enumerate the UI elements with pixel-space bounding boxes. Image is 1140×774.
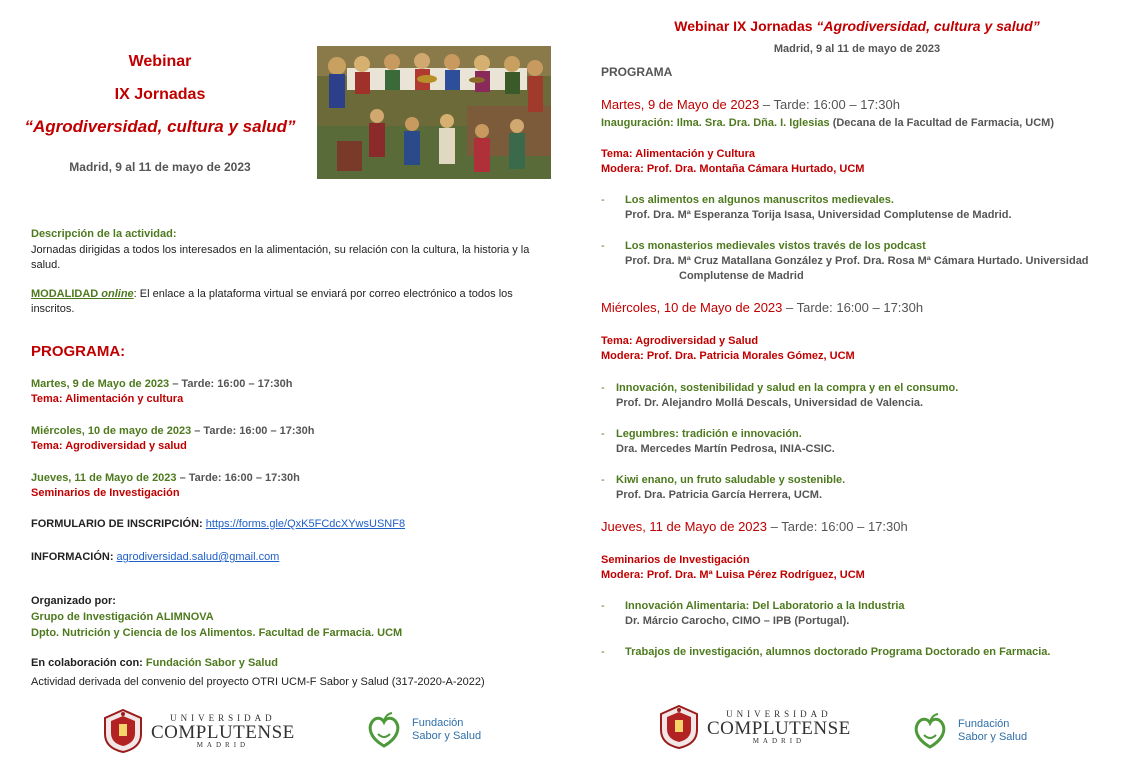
left-day-2-time: – Tarde: 16:00 – 17:30h — [191, 425, 315, 437]
fundacion-name-2: Sabor y Salud — [412, 730, 482, 742]
right-title-main: Webinar IX Jornadas — [674, 18, 817, 34]
right-day-2-item-2: - Legumbres: tradición e innovación. Dra. Mercedes Martín Pedrosa, INIA-CSIC. — [601, 427, 1121, 459]
organizer-department: Dpto. Nutrición y Ciencia de los Alimentos. Facultad de Farmacia. UCM — [31, 627, 403, 639]
registration-form-line — [31, 517, 551, 532]
right-day-2-item-3: - Kiwi enano, un fruto saludable y sostenible. Prof. Dra. Patricia García Herrera, UCM. — [601, 473, 1121, 505]
right-day-3-time: – Tarde: 16:00 – 17:30h — [767, 519, 908, 534]
item-title: Innovación, sostenibilidad y salud en la compra y en el consumo. — [616, 382, 959, 394]
modalidad-text: : El enlace a la plataforma virtual se enviará por correo electrónico a todos los inscritos. — [31, 288, 513, 315]
information-line — [31, 550, 551, 565]
organized-by-label: Organizado por: — [31, 595, 116, 607]
organizer-group: Grupo de Investigación ALIMNOVA — [31, 611, 214, 623]
item-speaker-cont: Complutense de Madrid — [679, 270, 804, 282]
ucm-crest-icon — [657, 704, 701, 750]
left-title-webinar: Webinar — [128, 53, 192, 70]
left-dates: Madrid, 9 al 11 de mayo de 2023 — [69, 160, 251, 174]
right-title — [601, 18, 1113, 34]
ucm-complutense-text: COMPLUTENSE — [707, 717, 851, 739]
ucm-complutense-text: COMPLUTENSE — [151, 721, 295, 743]
right-dates: Madrid, 9 al 11 de mayo de 2023 — [773, 43, 941, 55]
registration-form-label: FORMULARIO DE INSCRIPCIÓN: — [31, 518, 206, 530]
collaboration-label: En colaboración con: — [31, 657, 146, 669]
left-title-theme: “Agrodiversidad, cultura y salud” — [24, 117, 296, 136]
right-day-3-heading — [601, 519, 908, 534]
left-day-3-topic: Seminarios de Investigación — [31, 487, 180, 499]
right-day-1-time: – Tarde: 16:00 – 17:30h — [759, 97, 900, 112]
apple-heart-icon — [364, 710, 404, 750]
item-speaker: Prof. Dr. Alejandro Mollá Descals, Universidad de Valencia. — [616, 397, 924, 409]
derived-activity-note: Actividad derivada del convenio del proyecto OTRI UCM-F Sabor y Salud (317-2020-A-2022) — [31, 676, 485, 688]
right-day-1-item-2: - Los monasterios medievales vistos través de los podcast Prof. Dra. Mª Cruz Matallana González y Prof. Dra. Rosa Mª Cámara Hurtado. Universidad Complutense de Madrid — [601, 239, 1121, 287]
left-day-3-time: – Tarde: 16:00 – 17:30h — [176, 472, 300, 484]
collaboration-line — [31, 656, 551, 671]
information-email-link[interactable]: agrodiversidad.salud@gmail.com — [116, 551, 280, 563]
item-title: Kiwi enano, un fruto saludable y sostenible. — [616, 474, 846, 486]
item-speaker: Prof. Dra. Patricia García Herrera, UCM. — [616, 489, 823, 501]
fundacion-name-1: Fundación — [412, 717, 464, 729]
ucm-logo-right — [657, 704, 851, 750]
item-speaker: Dra. Mercedes Martín Pedrosa, INIA-CSIC. — [616, 443, 835, 455]
right-day-3-item-2: - Trabajos de investigación, alumnos doctorado Programa Doctorado en Farmacia. — [601, 645, 1121, 661]
collaboration-name: Fundación Sabor y Salud — [145, 657, 278, 669]
registration-form-link[interactable]: https://forms.gle/QxK5FCdcXYwsUSNF8 — [205, 518, 406, 530]
item-title: Trabajos de investigación, alumnos doctorado Programa Doctorado en Farmacia. — [625, 646, 1051, 658]
right-day-1-moderator: Modera: Prof. Dra. Montaña Cámara Hurtado, UCM — [601, 163, 865, 175]
activity-description-text: Jornadas dirigidas a todos los interesados en la alimentación, su relación con la cultura, la historia y la salud. — [31, 244, 530, 271]
item-title: Legumbres: tradición e innovación. — [616, 428, 802, 440]
right-day-1-date: Martes, 9 de Mayo de 2023 — [601, 97, 760, 112]
inauguration-rest: (Decana de la Facultad de Farmacia, UCM) — [829, 117, 1054, 129]
item-speaker: Dr. Márcio Carocho, CIMO – IPB (Portugal). — [625, 615, 850, 627]
modalidad-line — [31, 287, 551, 317]
right-day-3-moderator: Modera: Prof. Dra. Mª Luisa Pérez Rodríguez, UCM — [601, 569, 865, 581]
item-title: Los alimentos en algunos manuscritos medievales. — [625, 194, 894, 206]
right-day-2-item-1: - Innovación, sostenibilidad y salud en la compra y en el consumo. Prof. Dr. Alejandro Mollá Descals, Universidad de Valencia. — [601, 381, 1121, 413]
medieval-banquet-painting — [317, 46, 551, 179]
item-speaker: Prof. Dra. Mª Esperanza Torija Isasa, Universidad Complutense de Madrid. — [625, 209, 1012, 221]
left-day-2-date: Miércoles, 10 de mayo de 2023 — [31, 425, 192, 437]
right-day-3-date: Jueves, 11 de Mayo de 2023 — [601, 519, 767, 534]
modalidad-online: online — [101, 288, 134, 300]
right-day-2-time: – Tarde: 16:00 – 17:30h — [782, 300, 924, 315]
left-title-jornadas: IX Jornadas — [114, 86, 206, 103]
right-day-3-item-1: - Innovación Alimentaria: Del Laboratorio a la Industria Dr. Márcio Carocho, CIMO – IPB (Portugal). — [601, 599, 1121, 631]
left-programa-heading: PROGRAMA: — [31, 343, 126, 360]
modalidad-label: MODALIDAD — [31, 288, 102, 300]
activity-description-label: Descripción de la actividad: — [31, 228, 177, 240]
ucm-universidad-text: UNIVERSIDAD — [170, 712, 276, 723]
left-day-1 — [31, 377, 551, 407]
left-day-2 — [31, 424, 551, 454]
ucm-universidad-text: UNIVERSIDAD — [726, 708, 832, 719]
fundacion-logo-right — [910, 711, 1027, 751]
item-speaker: Prof. Dra. Mª Cruz Matallana González y Prof. Dra. Rosa Mª Cámara Hurtado. Universidad — [625, 255, 1089, 267]
item-title: Los monasterios medievales vistos través de los podcast — [625, 240, 926, 252]
inauguration-label: Inauguración: Ilma. Sra. Dra. Dña. I. Iglesias — [601, 117, 830, 129]
fundacion-name-1: Fundación — [958, 718, 1010, 730]
ucm-madrid-text: MADRID — [752, 736, 806, 745]
right-title-theme: “Agrodiversidad, cultura y salud” — [816, 18, 1040, 34]
left-day-1-time: – Tarde: 16:00 – 17:30h — [169, 378, 293, 390]
left-day-2-topic: Tema: Agrodiversidad y salud — [31, 440, 187, 452]
right-programa-heading: PROGRAMA — [601, 65, 673, 79]
ucm-logo-left — [101, 708, 295, 754]
right-day-2-date: Miércoles, 10 de Mayo de 2023 — [601, 300, 783, 315]
right-day-1-heading — [601, 97, 900, 112]
right-day-3-tema: Seminarios de Investigación — [601, 554, 750, 566]
left-day-1-topic: Tema: Alimentación y cultura — [31, 393, 184, 405]
fundacion-name-2: Sabor y Salud — [958, 731, 1028, 743]
left-day-3 — [31, 471, 551, 501]
left-day-3-date: Jueves, 11 de Mayo de 2023 — [31, 472, 177, 484]
fundacion-logo-left — [364, 710, 481, 750]
right-day-2-heading — [601, 300, 923, 315]
right-day-2-moderator: Modera: Prof. Dra. Patricia Morales Gómez, UCM — [601, 350, 855, 362]
apple-heart-icon — [910, 711, 950, 751]
left-day-1-date: Martes, 9 de Mayo de 2023 — [31, 378, 170, 390]
inauguration-line — [601, 116, 1054, 131]
item-title: Innovación Alimentaria: Del Laboratorio a la Industria — [625, 600, 905, 612]
right-day-1-item-1: - Los alimentos en algunos manuscritos medievales. Prof. Dra. Mª Esperanza Torija Isasa, Universidad Complutense de Madrid. — [601, 193, 1121, 225]
information-label: INFORMACIÓN: — [31, 551, 117, 563]
right-day-1-tema: Tema: Alimentación y Cultura — [601, 148, 756, 160]
ucm-madrid-text: MADRID — [196, 740, 250, 749]
right-day-2-tema: Tema: Agrodiversidad y Salud — [601, 335, 759, 347]
ucm-crest-icon — [101, 708, 145, 754]
